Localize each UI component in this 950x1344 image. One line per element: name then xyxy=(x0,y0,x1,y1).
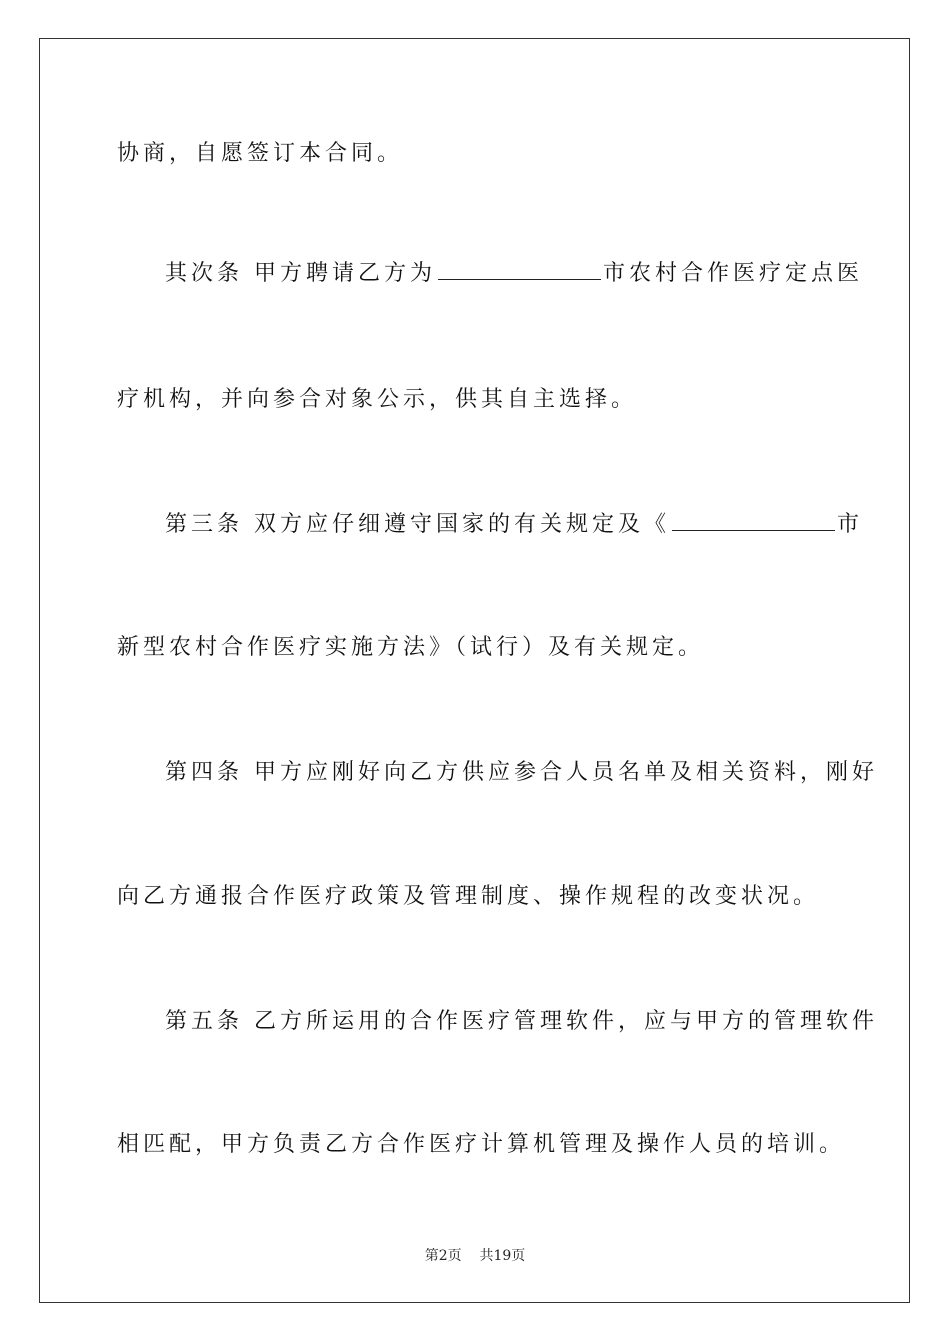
paragraph-line-7: 向乙方通报合作医疗政策及管理制度、操作规程的改变状况。 xyxy=(117,884,820,909)
clause-2-text-start: 其次条 甲方聘请乙方为 xyxy=(165,261,436,286)
paragraph-line-3: 疗机构，并向参合对象公示，供其自主选择。 xyxy=(117,387,638,412)
clause-3-text-end: 市 xyxy=(837,512,864,537)
page-footer xyxy=(0,1245,950,1265)
paragraph-line-6: 第四条 甲方应刚好向乙方供应参合人员名单及相关资料，刚好 xyxy=(165,760,878,785)
fill-in-blank-regulation-city[interactable] xyxy=(672,512,835,531)
paragraph-line-1: 协商，自愿签订本合同。 xyxy=(117,141,404,166)
clause-2-text-end: 市农村合作医疗定点医 xyxy=(603,261,864,286)
paragraph-line-5: 新型农村合作医疗实施方法》（试行）及有关规定。 xyxy=(117,635,705,660)
paragraph-line-2 xyxy=(165,259,863,289)
page-total: 共19页 xyxy=(479,1248,526,1264)
page-frame xyxy=(39,38,910,1303)
clause-3-text-start: 第三条 双方应仔细遵守国家的有关规定及《 xyxy=(165,512,670,537)
page-number: 第2页 xyxy=(424,1248,462,1264)
paragraph-line-4 xyxy=(165,510,863,540)
paragraph-line-8: 第五条 乙方所运用的合作医疗管理软件，应与甲方的管理软件 xyxy=(165,1009,878,1034)
paragraph-line-9: 相匹配，甲方负责乙方合作医疗计算机管理及操作人员的培训。 xyxy=(117,1132,846,1157)
fill-in-blank-city[interactable] xyxy=(438,261,601,280)
